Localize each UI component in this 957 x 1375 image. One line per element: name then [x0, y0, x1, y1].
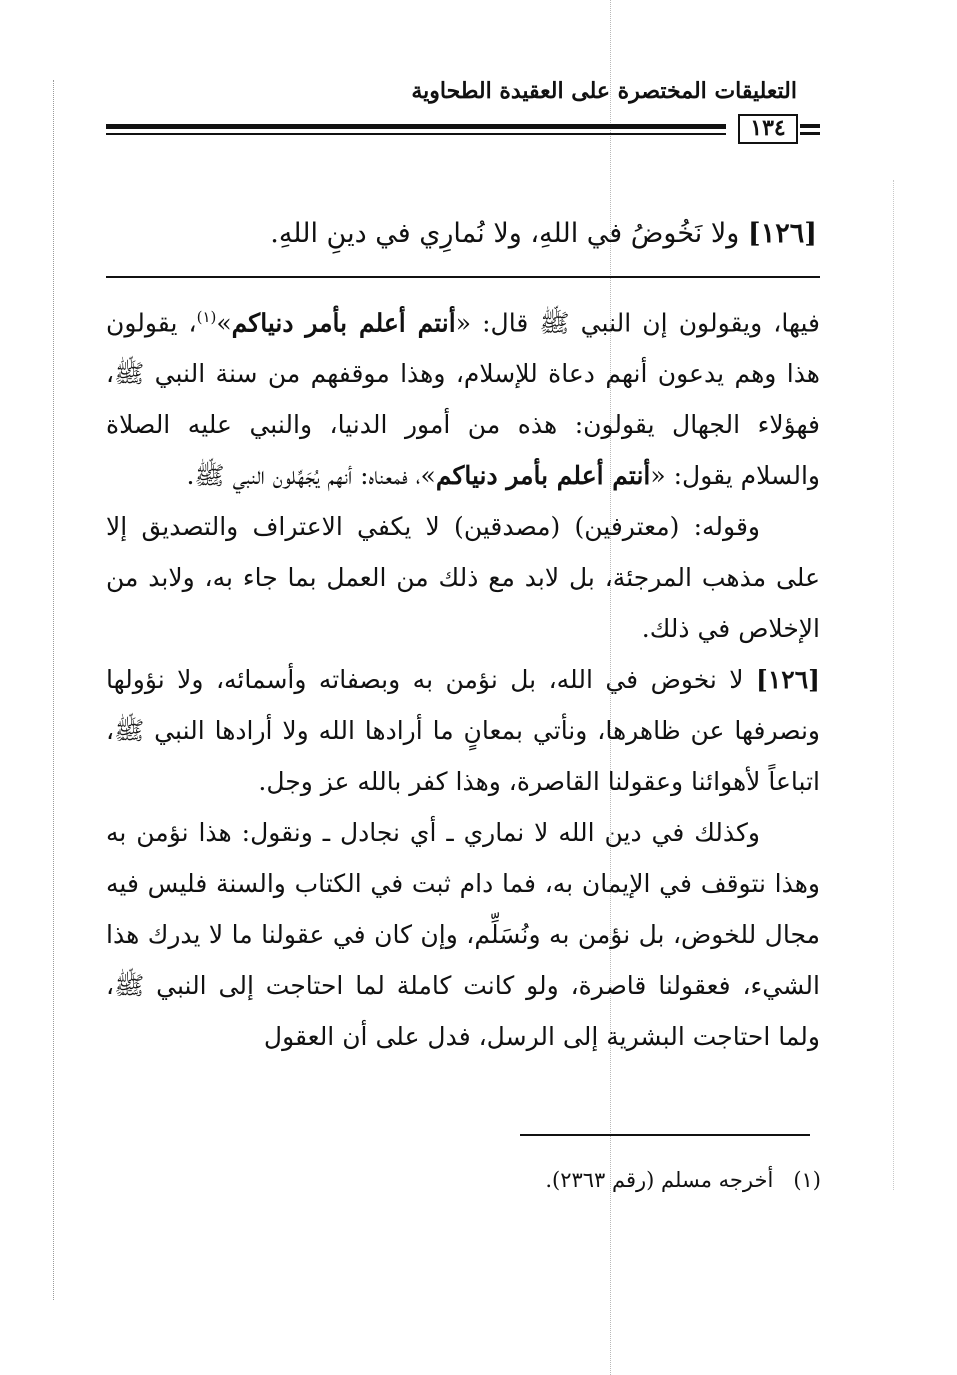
footnote-ref: (١)	[196, 308, 217, 326]
matn-number: [١٢٦]	[747, 218, 817, 249]
paragraph	[106, 654, 820, 807]
matn-body: ولا نَخُوضُ في اللهِ، ولا نُمارِي في دينِ اللهِ.	[270, 218, 740, 249]
commentary	[106, 292, 820, 1062]
footnote-divider	[520, 1134, 810, 1136]
running-title: التعليقات المختصرة على العقيدة الطحاوية	[411, 78, 797, 104]
page-number: ١٣٤	[738, 114, 798, 144]
text-run: لا نخوض في الله، بل نؤمن به وبصفاته وأسمائه، ولا نؤولها ونصرفها عن ظاهرها، ونأتي بمعانٍ ما أرادها الله ولا أرادها النبي ﷺ، اتباعاً لأهوائنا وعقولنا القاصرة، وهذا كفر بالله عز وجل.	[106, 665, 820, 797]
footnote	[545, 1168, 821, 1192]
hadith-quote: أنتم أعلم بأمر دنياكم	[435, 461, 651, 491]
footnote-number: (١)	[793, 1168, 821, 1192]
header-rule	[800, 124, 820, 128]
matn-number: [١٢٦]	[756, 665, 820, 695]
text-run: »، فمعناه: أنهم يُجَهِّلون النبي ﷺ.	[186, 461, 436, 491]
text-run: »	[216, 308, 232, 338]
paragraph	[106, 292, 820, 501]
header-rule	[106, 124, 726, 129]
text-run: فيها، ويقولون إن النبي ﷺ قال: «	[455, 308, 820, 338]
matn-divider	[106, 276, 820, 278]
scan-dotted-line	[53, 80, 54, 1300]
header-rule	[106, 133, 726, 135]
matn-text	[270, 218, 817, 249]
text-run: ، يقولون هذا وهم يدعون أنهم دعاة للإسلام، وهذا موقفهم من سنة النبي ﷺ، فهؤلاء الجهال يقولون: هذه من أمور الدنيا، والنبي عليه الصلاة والسلام يقول: «	[106, 308, 820, 491]
paragraph: وكذلك في دين الله لا نماري ـ أي نجادل ـ ونقول: هذا نؤمن به وهذا نتوقف في الإيمان به، فما دام ثبت في الكتاب والسنة فليس فيه مجال للخوض، بل نؤمن به ونُسَلِّم، وإن كان في عقولنا ما لا يدرك هذا الشيء، فعقولنا قاصرة، ولو كانت كاملة لما احتاجت إلى النبي ﷺ، ولما احتاجت البشرية إلى الرسل، فدل على أن العقول	[106, 818, 820, 1052]
footnote-text: أخرجه مسلم (رقم ٢٣٦٣).	[545, 1168, 774, 1192]
scan-dotted-line	[893, 180, 894, 1190]
paragraph: وقوله: (معترفين) (مصدقين) لا يكفي الاعتراف والتصديق إلا على مذهب المرجئة، بل لابد مع ذلك من العمل بما جاء به، ولابد من الإخلاص في ذلك.	[106, 512, 820, 644]
hadith-quote: أنتم أعلم بأمر دنياكم	[231, 308, 456, 338]
header-rule	[800, 132, 820, 135]
